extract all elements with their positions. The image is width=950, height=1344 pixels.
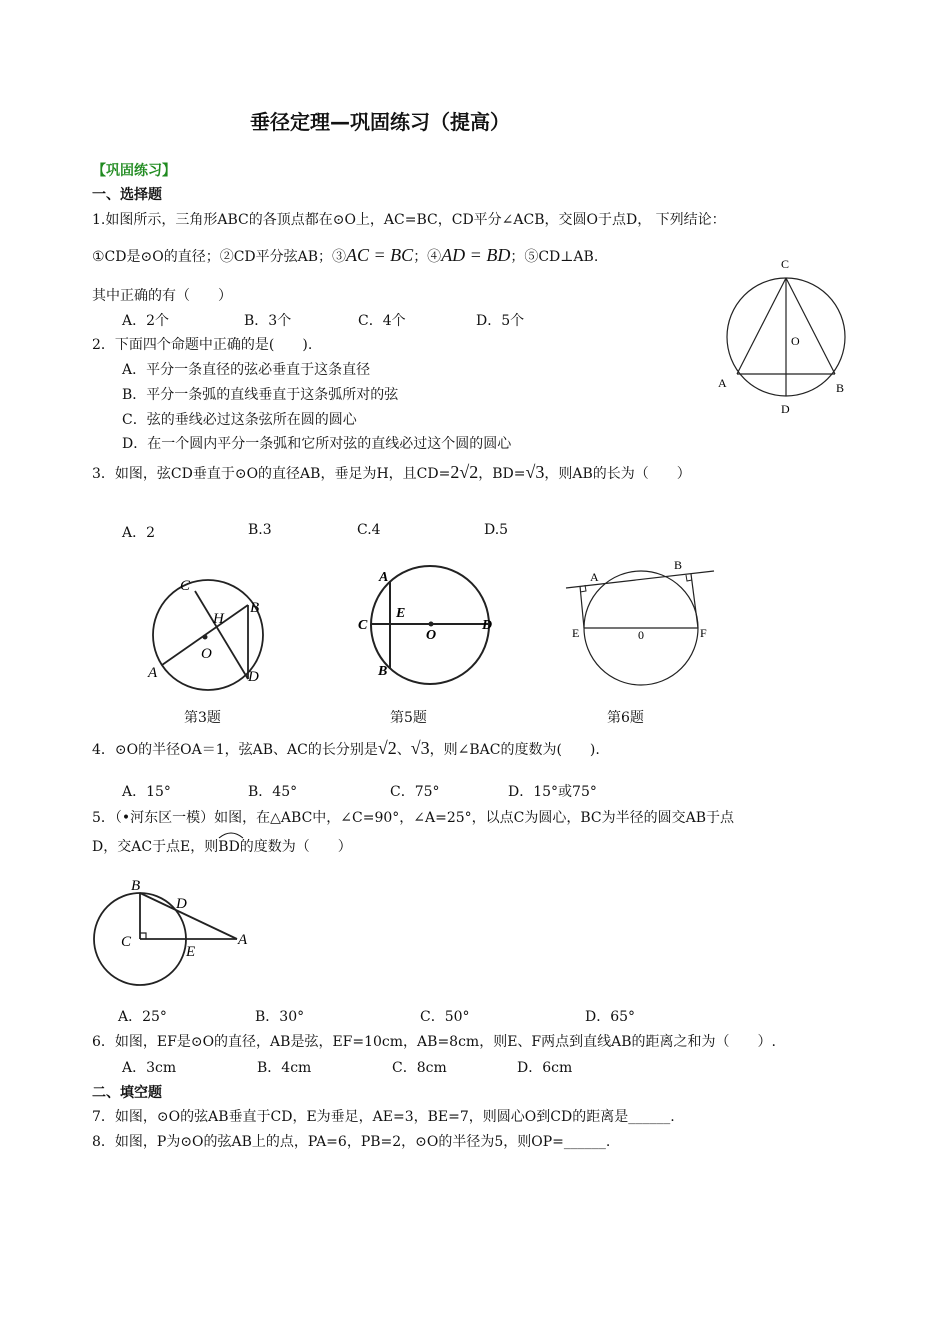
q5-line2 — [92, 836, 352, 856]
q1-option-b: B．3个 — [244, 313, 292, 329]
fig5-label-e: E — [396, 606, 406, 621]
fig3-label-a: A — [148, 665, 158, 681]
q1-conclusion-part2: ；④ — [413, 249, 442, 265]
fig3-label-b: B — [250, 600, 260, 616]
q6-option-c: C．8cm — [392, 1060, 447, 1076]
fig5-label-a: A — [379, 570, 389, 585]
q5-option-b: B．30° — [255, 1009, 305, 1025]
q2-option-b: B．平分一条弧的直线垂直于这条弧所对的弦 — [122, 387, 399, 403]
q8: 8．如图，P为⊙O的弦AB上的点，PA=6，PB=2，⊙O的半径为5，则OP=______. — [92, 1134, 611, 1150]
q2-option-c: C．弦的垂线必过这条弦所在圆的圆心 — [122, 412, 357, 428]
q1-stem: 1.如图所示，三角形ABC的各顶点都在⊙O上，AC=BC，CD平分∠ACB，交圆O于点D， 下列结论： — [92, 212, 726, 228]
q5-label-d: D — [176, 896, 187, 912]
q1-figure — [710, 255, 860, 420]
q4-stem — [92, 738, 600, 759]
q5-option-c: C．50° — [420, 1009, 470, 1025]
fig5-caption: 第5题 — [390, 710, 427, 726]
q3-option-d: D.5 — [484, 522, 509, 538]
q1-label-c: C — [781, 257, 790, 271]
fig5-label-o: O — [426, 628, 437, 643]
q5-line1: 5．（•河东区一模）如图，在△ABC中，∠C=90°，∠A=25°，以点C为圆心，BC为半径的圆交AB于点 — [92, 810, 735, 826]
q4-ab-value: √2 — [377, 738, 397, 758]
q6-option-d: D．6cm — [517, 1060, 573, 1076]
part-heading-choice: 一、选择题 — [92, 187, 162, 203]
q1-label-o: O — [791, 334, 800, 348]
q2-option-a: A．平分一条直径的弦必垂直于这条直径 — [122, 362, 371, 378]
q6-option-b: B．4cm — [257, 1060, 312, 1076]
q5-arc-bd — [218, 839, 240, 855]
q1-arc-ac-bc: AC = BC — [346, 245, 414, 265]
q3-cd-value: 2√2 — [450, 462, 479, 482]
q3-stem-part2: ，BD= — [478, 466, 526, 482]
q5-arc-label: BD — [218, 839, 240, 855]
fig6-perp-f — [691, 574, 698, 628]
fig5-label-b: B — [378, 664, 388, 679]
q5-figure — [85, 872, 260, 992]
q6-stem: 6．如图，EF是⊙O的直径，AB是弦，EF=10cm，AB=8cm，则E、F两点到直线AB的距离之和为（ ）. — [92, 1034, 776, 1050]
q1-label-b: B — [836, 381, 845, 395]
fig3 — [140, 575, 280, 695]
q5-option-d: D．65° — [585, 1009, 636, 1025]
q5-segment-ba — [140, 893, 237, 939]
fig3-label-h: H — [213, 611, 224, 627]
section-tag: 【巩固练习】 — [92, 163, 176, 179]
q5-label-e: E — [186, 944, 196, 960]
fig5 — [350, 565, 510, 685]
fig6-label-e: E — [572, 626, 580, 640]
fig6-caption: 第6题 — [607, 710, 644, 726]
fig6 — [560, 555, 725, 690]
q3-option-a: A．2 — [122, 525, 156, 541]
q1-segment-ca — [737, 278, 786, 374]
q1-conclusion-part3: ；⑤CD⊥AB. — [510, 249, 599, 265]
fig3-center-dot — [203, 635, 208, 640]
fig3-circle — [153, 580, 263, 690]
q1-segment-cb — [786, 278, 835, 374]
q5-line2-part1: D，交AC于点E，则 — [92, 839, 219, 855]
q3-option-c: C.4 — [357, 522, 381, 538]
q6-option-a: A．3cm — [122, 1060, 177, 1076]
q1-conclusions — [92, 245, 598, 266]
q4-sep: 、 — [396, 742, 411, 758]
fig5-center-dot — [429, 622, 434, 627]
fig3-label-c: C — [180, 578, 191, 594]
fig6-label-o: 0 — [638, 628, 644, 642]
q3-stem-part3: ，则AB的长为（ ） — [544, 466, 691, 482]
part-heading-fill: 二、填空题 — [92, 1085, 162, 1101]
q3-stem — [92, 462, 691, 483]
page-title: 垂径定理—巩固练习（提高） — [250, 110, 510, 134]
q5-label-b: B — [131, 878, 141, 894]
fig3-caption: 第3题 — [184, 710, 221, 726]
q4-stem-part2: ，则∠BAC的度数为( ). — [429, 742, 600, 758]
q1-label-d: D — [781, 402, 790, 416]
q1-option-c: C．4个 — [358, 313, 406, 329]
q5-line2-part2: 的度数为（ ） — [239, 839, 352, 855]
q4-stem-part1: 4．⊙O的半径OA＝1，弦AB、AC的长分别是 — [92, 742, 378, 758]
q2-stem: 2．下面四个命题中正确的是( ). — [92, 337, 313, 353]
q4-option-d: D．15°或75° — [508, 784, 597, 800]
q5-option-a: A．25° — [118, 1009, 167, 1025]
fig5-label-d: D — [482, 618, 493, 633]
q1-ask: 其中正确的有（ ） — [92, 288, 232, 304]
fig3-label-d: D — [248, 669, 259, 685]
q4-option-a: A．15° — [122, 784, 171, 800]
fig3-label-o: O — [201, 646, 212, 662]
q1-conclusion-part1: ①CD是⊙O的直径；②CD平分弦AB；③ — [92, 249, 347, 265]
q1-option-d: D．5个 — [476, 313, 525, 329]
q3-option-b: B.3 — [248, 522, 272, 538]
q1-option-a: A．2个 — [122, 313, 170, 329]
q5-label-a: A — [238, 932, 248, 948]
q2-option-d: D．在一个圆内平分一条弧和它所对弦的直线必过这个圆的圆心 — [122, 436, 512, 452]
q7: 7．如图，⊙O的弦AB垂直于CD，E为垂足，AE=3，BE=7，则圆心O到CD的距离是______. — [92, 1109, 675, 1125]
fig5-label-c: C — [358, 618, 368, 633]
q5-arc-symbol — [218, 831, 244, 839]
q5-label-c: C — [121, 934, 132, 950]
q1-arc-ad-bd: AD = BD — [441, 245, 511, 265]
q4-option-b: B．45° — [248, 784, 298, 800]
q4-option-c: C．75° — [390, 784, 440, 800]
q3-bd-value: √3 — [525, 462, 545, 482]
fig3-chord-cd — [195, 591, 248, 679]
q3-stem-part1: 3．如图，弦CD垂直于⊙O的直径AB，垂足为H，且CD= — [92, 466, 451, 482]
q4-ac-value: √3 — [410, 738, 430, 758]
fig6-label-a: A — [590, 570, 599, 584]
fig6-label-f: F — [700, 626, 707, 640]
fig6-label-b: B — [674, 558, 683, 572]
q1-label-a: A — [718, 376, 727, 390]
